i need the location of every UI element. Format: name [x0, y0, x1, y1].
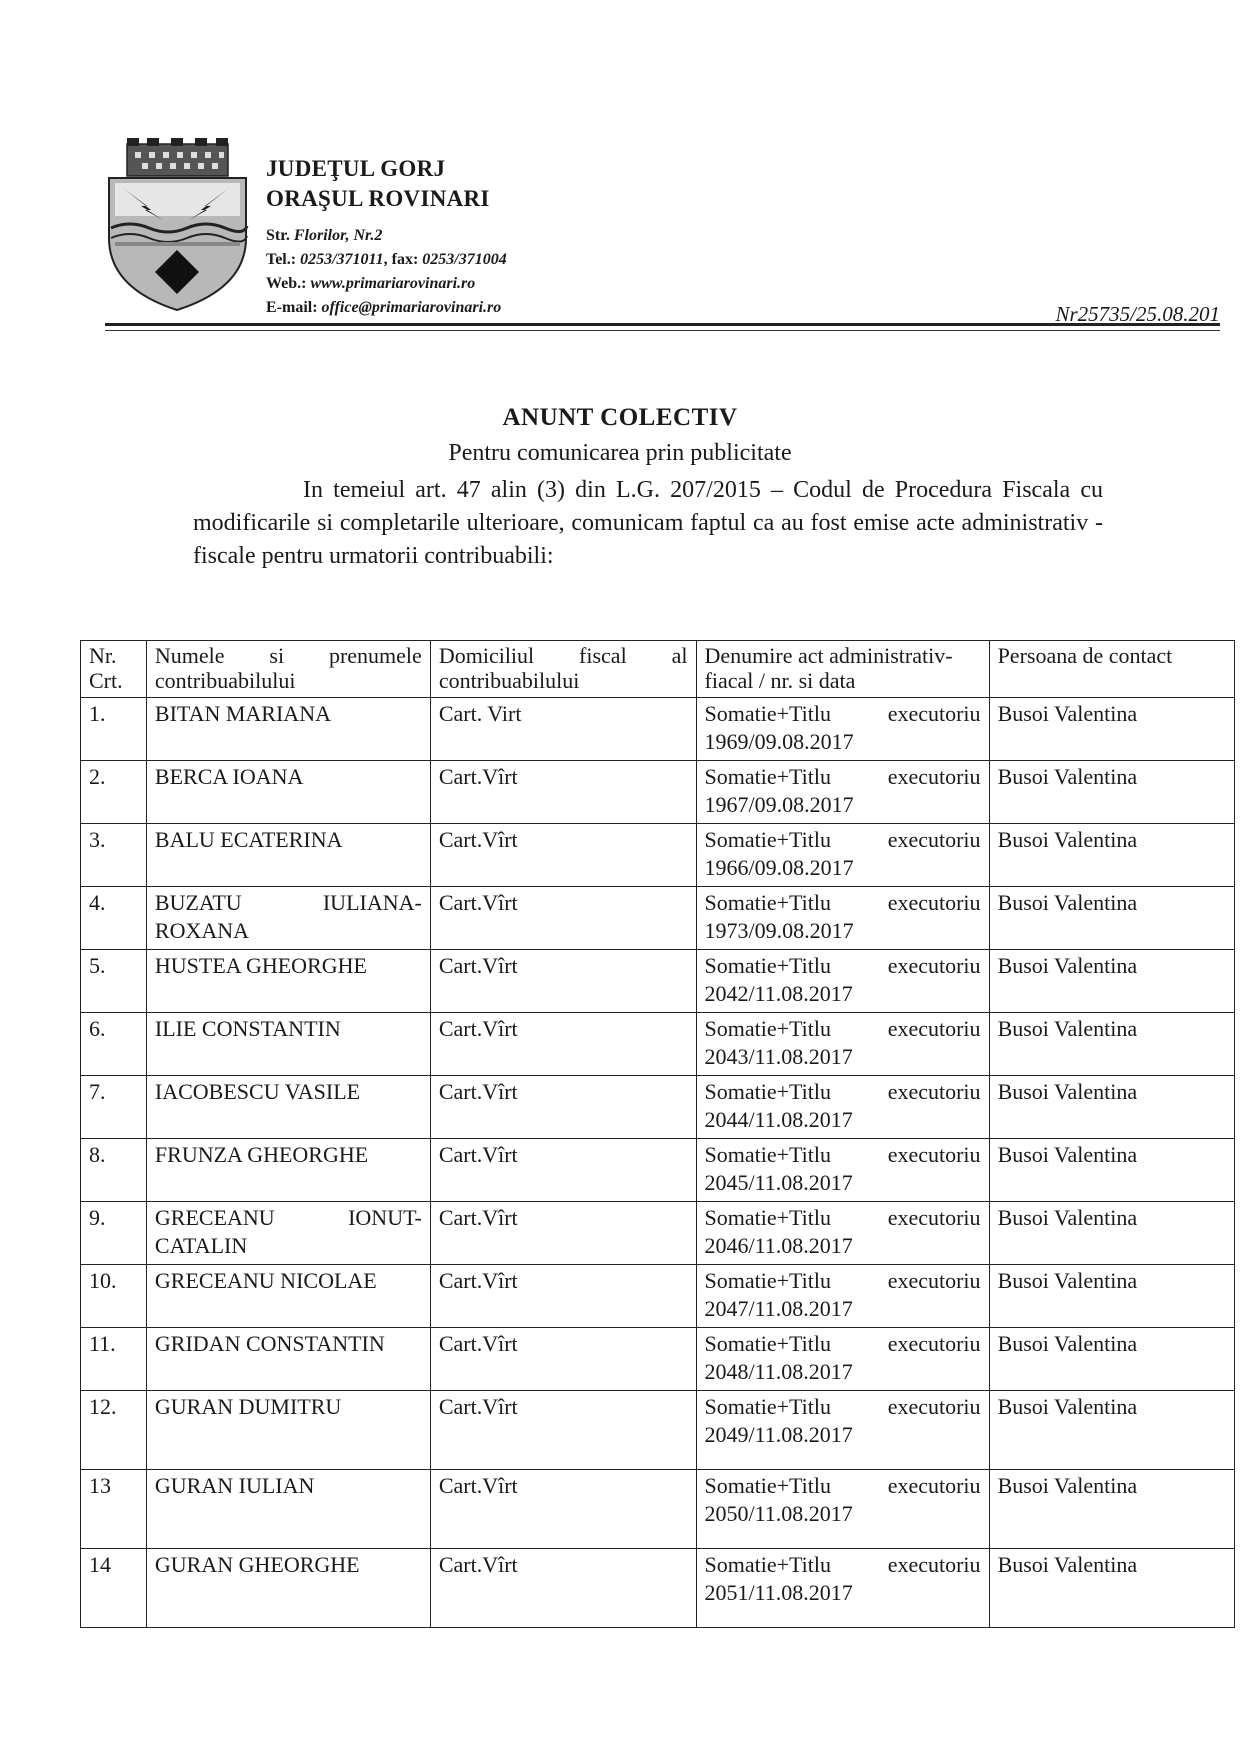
cell-domicile: Cart.Vîrt — [430, 1202, 696, 1265]
cell-act: Somatie+Titlu executoriu 2045/11.08.2017 — [696, 1139, 989, 1202]
table-row — [81, 698, 1235, 761]
cell-domicile: Cart.Vîrt — [430, 1139, 696, 1202]
cell-act: Somatie+Titlu executoriu 2046/11.08.2017 — [696, 1202, 989, 1265]
taxpayers-table — [80, 640, 1235, 1628]
cell-contact: Busoi Valentina — [989, 1549, 1234, 1628]
institution-name — [266, 155, 490, 212]
cell-act: Somatie+Titlu executoriu 2050/11.08.2017 — [696, 1470, 989, 1549]
cell-contact: Busoi Valentina — [989, 1470, 1234, 1549]
page-subtitle: Pentru comunicarea prin publicitate — [448, 440, 792, 466]
cell-contact: Busoi Valentina — [989, 1391, 1234, 1470]
header-contact: Persoana de contact — [989, 641, 1234, 698]
cell-name: BALU ECATERINA — [146, 824, 430, 887]
cell-contact: Busoi Valentina — [989, 1265, 1234, 1328]
cell-domicile: Cart.Vîrt — [430, 887, 696, 950]
street: Florilor, Nr.2 — [293, 227, 383, 244]
cell-contact: Busoi Valentina — [989, 1013, 1234, 1076]
cell-name: GRECEANU NICOLAE — [146, 1265, 430, 1328]
page-title: ANUNT COLECTIV — [502, 404, 738, 431]
cell-contact: Busoi Valentina — [989, 698, 1234, 761]
table-row — [81, 1076, 1235, 1139]
cell-domicile: Cart.Vîrt — [430, 1470, 696, 1549]
cell-act: Somatie+Titlu executoriu 2049/11.08.2017 — [696, 1391, 989, 1470]
table-row — [81, 1391, 1235, 1470]
cell-domicile: Cart.Vîrt — [430, 1076, 696, 1139]
cell-name: HUSTEA GHEORGHE — [146, 950, 430, 1013]
table-row — [81, 1139, 1235, 1202]
cell-nr: 13 — [81, 1470, 147, 1549]
cell-contact: Busoi Valentina — [989, 950, 1234, 1013]
cell-nr: 2. — [81, 761, 147, 824]
cell-act: Somatie+Titlu executoriu 1973/09.08.2017 — [696, 887, 989, 950]
cell-nr: 10. — [81, 1265, 147, 1328]
cell-act: Somatie+Titlu executoriu 1969/09.08.2017 — [696, 698, 989, 761]
header-domicile: Domiciliul fiscal al contribuabilului — [430, 641, 696, 698]
cell-act: Somatie+Titlu executoriu 1967/09.08.2017 — [696, 761, 989, 824]
cell-nr: 3. — [81, 824, 147, 887]
cell-domicile: Cart.Vîrt — [430, 950, 696, 1013]
cell-name: BITAN MARIANA — [146, 698, 430, 761]
cell-domicile: Cart.Vîrt — [430, 1013, 696, 1076]
email-line: E-mail: office@primariarovinari.ro — [266, 299, 502, 316]
table-row — [81, 1470, 1235, 1549]
cell-nr: 8. — [81, 1139, 147, 1202]
cell-contact: Busoi Valentina — [989, 887, 1234, 950]
cell-act: Somatie+Titlu executoriu 2044/11.08.2017 — [696, 1076, 989, 1139]
cell-contact: Busoi Valentina — [989, 1328, 1234, 1391]
cell-nr: 4. — [81, 887, 147, 950]
intro-paragraph: In temeiul art. 47 alin (3) din L.G. 207/2015 – Codul de Procedura Fiscala cu modificarile si completarile ulterioare, comunicam faptul ca au fost emise acte administrativ - fiscale pentru urmatorii contribuabili: — [193, 477, 1103, 569]
cell-nr: 14 — [81, 1549, 147, 1628]
table-row — [81, 887, 1235, 950]
header-nr: Nr. Crt. — [81, 641, 147, 698]
cell-name: GURAN DUMITRU — [146, 1391, 430, 1470]
web-line: Web.: www.primariarovinari.ro — [266, 275, 476, 292]
cell-domicile: Cart.Vîrt — [430, 1328, 696, 1391]
cell-nr: 11. — [81, 1328, 147, 1391]
table-row — [81, 1328, 1235, 1391]
cell-name: IACOBESCU VASILE — [146, 1076, 430, 1139]
cell-domicile: Cart.Vîrt — [430, 1391, 696, 1470]
phone-line: Tel.: 0253/371011, fax: 0253/371004 — [266, 251, 507, 268]
cell-domicile: Cart.Vîrt — [430, 1265, 696, 1328]
cell-act: Somatie+Titlu executoriu 2051/11.08.2017 — [696, 1549, 989, 1628]
cell-act: Somatie+Titlu executoriu 2043/11.08.2017 — [696, 1013, 989, 1076]
cell-domicile: Cart.Vîrt — [430, 824, 696, 887]
cell-contact: Busoi Valentina — [989, 824, 1234, 887]
cell-contact: Busoi Valentina — [989, 1202, 1234, 1265]
cell-contact: Busoi Valentina — [989, 1076, 1234, 1139]
cell-name: BUZATU IULIANA- ROXANA — [146, 887, 430, 950]
cell-domicile: Cart.Vîrt — [430, 1549, 696, 1628]
header-divider-thin — [105, 330, 1220, 331]
table-row — [81, 824, 1235, 887]
phone: 0253/371011 — [300, 251, 384, 268]
cell-contact: Busoi Valentina — [989, 761, 1234, 824]
header-name: Numele si prenumele contribuabilului — [146, 641, 430, 698]
cell-name: FRUNZA GHEORGHE — [146, 1139, 430, 1202]
cell-name: BERCA IOANA — [146, 761, 430, 824]
table-row — [81, 1549, 1235, 1628]
email-link[interactable]: office@primariarovinari.ro — [321, 299, 502, 316]
cell-domicile: Cart. Virt — [430, 698, 696, 761]
cell-name: GRIDAN CONSTANTIN — [146, 1328, 430, 1391]
website-link[interactable]: www.primariarovinari.ro — [310, 275, 476, 292]
cell-contact: Busoi Valentina — [989, 1139, 1234, 1202]
cell-act: Somatie+Titlu executoriu 2048/11.08.2017 — [696, 1328, 989, 1391]
table-row — [81, 1202, 1235, 1265]
cell-nr: 6. — [81, 1013, 147, 1076]
cell-name: GURAN GHEORGHE — [146, 1549, 430, 1628]
table-header-row — [81, 641, 1235, 698]
header-act: Denumire act administrativ-fiacal / nr. si data — [696, 641, 989, 698]
cell-act: Somatie+Titlu executoriu 2047/11.08.2017 — [696, 1265, 989, 1328]
table-row — [81, 1265, 1235, 1328]
cell-name: GURAN IULIAN — [146, 1470, 430, 1549]
table-row — [81, 950, 1235, 1013]
cell-domicile: Cart.Vîrt — [430, 761, 696, 824]
cell-nr: 5. — [81, 950, 147, 1013]
cell-nr: 7. — [81, 1076, 147, 1139]
cell-name: ILIE CONSTANTIN — [146, 1013, 430, 1076]
fax: 0253/371004 — [422, 251, 507, 268]
cell-nr: 9. — [81, 1202, 147, 1265]
cell-act: Somatie+Titlu executoriu 2042/11.08.2017 — [696, 950, 989, 1013]
contact-block — [266, 224, 507, 320]
coat-of-arms-logo — [105, 138, 250, 313]
cell-act: Somatie+Titlu executoriu 1966/09.08.2017 — [696, 824, 989, 887]
cell-name: GRECEANU IONUT- CATALIN — [146, 1202, 430, 1265]
table-row — [81, 761, 1235, 824]
cell-nr: 1. — [81, 698, 147, 761]
address-line: Str. Florilor, Nr.2 — [266, 227, 383, 244]
county-name: JUDEŢUL GORJ — [266, 156, 446, 181]
document-number: Nr25735/25.08.201 — [1055, 302, 1220, 326]
town-name: ORAŞUL ROVINARI — [266, 185, 490, 211]
header-divider — [105, 323, 1220, 326]
cell-nr: 12. — [81, 1391, 147, 1470]
table-row — [81, 1013, 1235, 1076]
